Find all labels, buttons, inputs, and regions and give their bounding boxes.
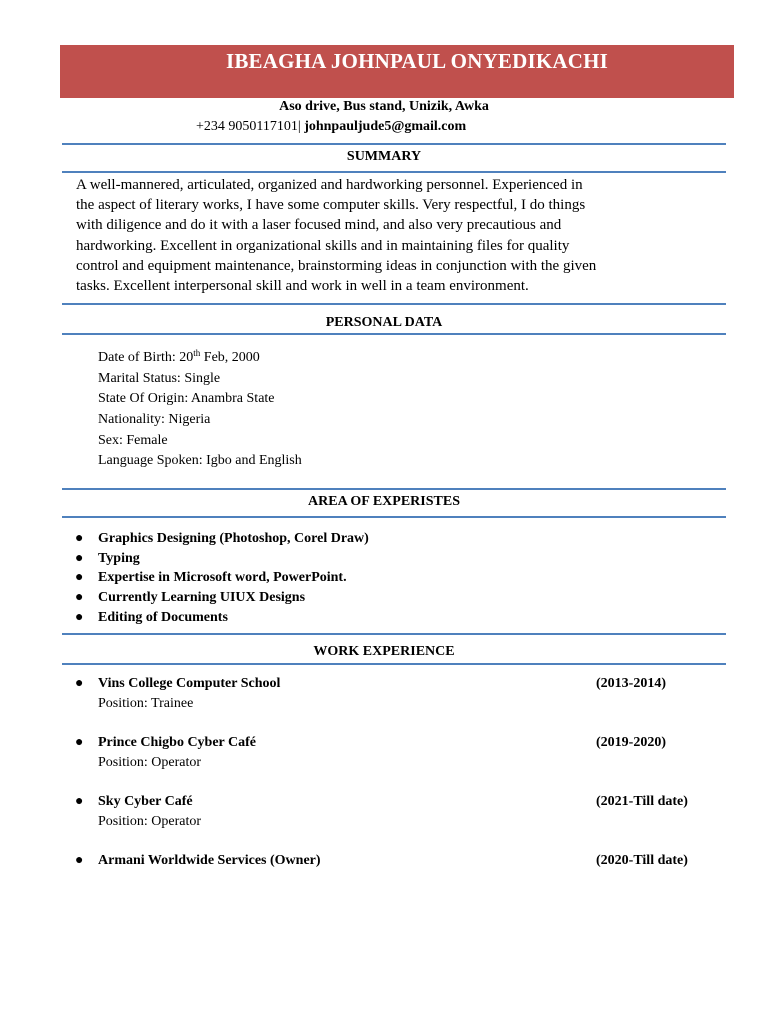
summary-line: hardworking. Excellent in organizational skills and in maintaining files for quality <box>76 237 570 254</box>
bullet-icon: ● <box>75 735 84 750</box>
bullet-icon: ● <box>75 531 84 546</box>
work-employer: Prince Chigbo Cyber Café <box>98 735 256 750</box>
bullet-icon: ● <box>75 610 84 625</box>
nationality: Nationality: Nigeria <box>98 412 211 427</box>
phone: +234 9050117101| <box>196 119 301 134</box>
work-dates: (2020-Till date) <box>596 853 688 868</box>
summary-line: A well-mannered, articulated, organized and hardworking personnel. Experienced in <box>76 177 583 193</box>
work-position: Position: Trainee <box>98 696 194 711</box>
summary-line: control and equipment maintenance, brainstorming ideas in conjunction with the given <box>76 257 597 274</box>
expertise-item: Editing of Documents <box>98 610 228 625</box>
expertise-item: Expertise in Microsoft word, PowerPoint. <box>98 570 347 585</box>
date-of-birth: Date of Birth: 20th Feb, 2000 <box>98 348 260 365</box>
marital-status: Marital Status: Single <box>98 371 221 386</box>
work-dates: (2013-2014) <box>596 676 666 691</box>
summary-line: tasks. Excellent interpersonal skill and work in well in a team environment. <box>76 278 529 295</box>
section-rule <box>62 516 726 518</box>
state-of-origin: State Of Origin: Anambra State <box>98 391 275 406</box>
section-rule <box>62 633 726 635</box>
bullet-icon: ● <box>75 853 84 868</box>
section-rule <box>62 143 726 145</box>
work-employer: Vins College Computer School <box>98 676 281 691</box>
section-rule <box>62 663 726 665</box>
section-rule <box>62 303 726 305</box>
contact-line <box>196 118 466 136</box>
email: johnpauljude5@gmail.com <box>304 119 467 134</box>
language-spoken: Language Spoken: Igbo and English <box>98 453 302 468</box>
work-position: Position: Operator <box>98 814 202 829</box>
candidate-name: IBEAGHA JOHNPAUL ONYEDIKACHI <box>225 49 609 73</box>
summary-text <box>76 175 666 296</box>
summary-line: the aspect of literary works, I have some computer skills. Very respectful, I do things <box>76 197 586 214</box>
bullet-icon: ● <box>75 590 84 605</box>
bullet-icon: ● <box>75 551 84 566</box>
bullet-icon: ● <box>75 676 84 691</box>
bullet-icon: ● <box>75 794 84 809</box>
expertise-item: Currently Learning UIUX Designs <box>98 590 306 605</box>
work-employer: Sky Cyber Café <box>98 794 193 809</box>
personal-data-title: PERSONAL DATA <box>325 315 443 330</box>
summary-line: with diligence and do it with a laser focused mind, and also very precautious and <box>76 217 562 234</box>
work-employer: Armani Worldwide Services (Owner) <box>98 853 321 868</box>
work-dates: (2021-Till date) <box>596 794 688 809</box>
work-dates: (2019-2020) <box>596 735 666 750</box>
work-position: Position: Operator <box>98 755 202 770</box>
summary-title: SUMMARY <box>346 149 422 164</box>
address: Aso drive, Bus stand, Unizik, Awka <box>279 99 489 114</box>
expertise-title: AREA OF EXPERISTES <box>308 494 460 509</box>
work-experience-title: WORK EXPERIENCE <box>313 644 455 659</box>
sex: Sex: Female <box>98 433 168 448</box>
bullet-icon: ● <box>75 570 84 585</box>
section-rule <box>62 171 726 173</box>
expertise-item: Typing <box>98 551 140 566</box>
name-banner <box>60 45 734 98</box>
section-rule <box>62 488 726 490</box>
section-rule <box>62 333 726 335</box>
expertise-item: Graphics Designing (Photoshop, Corel Draw) <box>98 531 369 546</box>
